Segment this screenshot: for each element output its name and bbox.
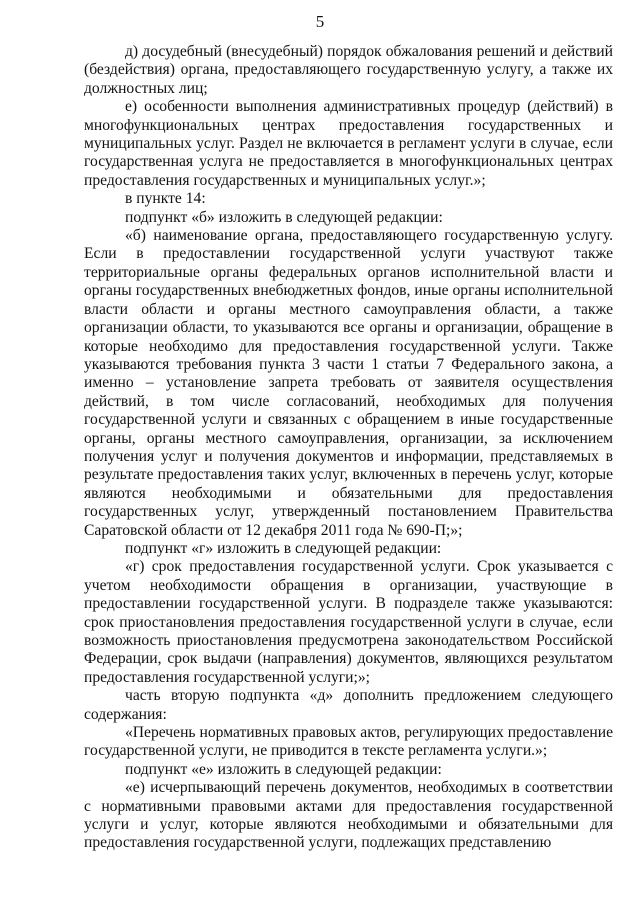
paragraph-subpoint-d-text: «Перечень нормативных правовых актов, регулирующих предоставление государственной услуги, не приводится в тексте регламента услуги.»;	[84, 724, 613, 760]
paragraph-subpoint-g-intro: подпункт «г» изложить в следующей редакции:	[125, 539, 442, 557]
paragraph-subpoint-e-intro: подпункт «е» изложить в следующей редакции:	[125, 760, 442, 778]
paragraph-subpoint-b-intro: подпункт «б» изложить в следующей редакции:	[125, 208, 443, 226]
paragraph-subpoint-g-text: «г) срок предоставления государственной услуги. Срок указывается с учетом необходимости обращения в организации, участвующие в предоставлении государственной услуги. В подразделе также указываются: срок приостановления предоставления государственной услуги в случае, если возможность приостановления предусмотрена законодательством Российской Федерации, срок выдачи (направления) документов, являющихся результатом предоставления государственной услуги;»;	[84, 558, 613, 686]
document-body	[84, 43, 613, 853]
paragraph-appeal-procedure: д) досудебный (внесудебный) порядок обжалования решений и действий (бездействия) органа, предоставляющего государственную услугу, а также их должностных лиц;	[84, 43, 613, 97]
paragraph-mfc-procedures: е) особенности выполнения административных процедур (действий) в многофункциональных центрах предоставления государственных и муниципальных услуг. Раздел не включается в регламент услуги в случае, если государственная услуга не предоставляется в многофункциональных центрах предоставления государственных и муниципальных услуг.»;	[84, 98, 613, 189]
paragraph-point-14: в пункте 14:	[125, 190, 206, 208]
paragraph-subpoint-b-text: «б) наименование органа, предоставляющего государственную услугу. Если в предоставлении государственной услуги участвуют также территориальные органы федеральных органов исполнительной власти и органы государственных внебюджетных фондов, иные органы исполнительной власти области и органы местного самоуправления области, а также организации области, то указываются все органы и организации, обращение в которые необходимо для предоставления государственной услуги. Также указываются требования пункта 3 части 1 статьи 7 Федерального закона, а именно – установление запрета требовать от заявителя осуществления действий, в том числе согласований, необходимых для получения государственной услуги и связанных с обращением в иные государственные органы, органы местного самоуправления, организации, за исключением получения услуг и получения документов и информации, представляемых в результате предоставления таких услуг, включенных в перечень услуг, которые являются необходимыми и обязательными для предоставления государственных услуг, утвержденный постановлением Правительства Саратовской области от 12 декабря 2011 года № 690-П;»;	[84, 227, 613, 539]
paragraph-subpoint-d-intro: часть вторую подпункта «д» дополнить предложением следующего содержания:	[84, 687, 613, 723]
page-number: 5	[315, 12, 325, 31]
paragraph-subpoint-e-text: «е) исчерпывающий перечень документов, необходимых в соответствии с нормативными правовыми актами для предоставления государственной услуги и услуг, которые являются необходимыми и обязательными для предоставления государственной услуги, подлежащих представлению	[84, 779, 613, 852]
